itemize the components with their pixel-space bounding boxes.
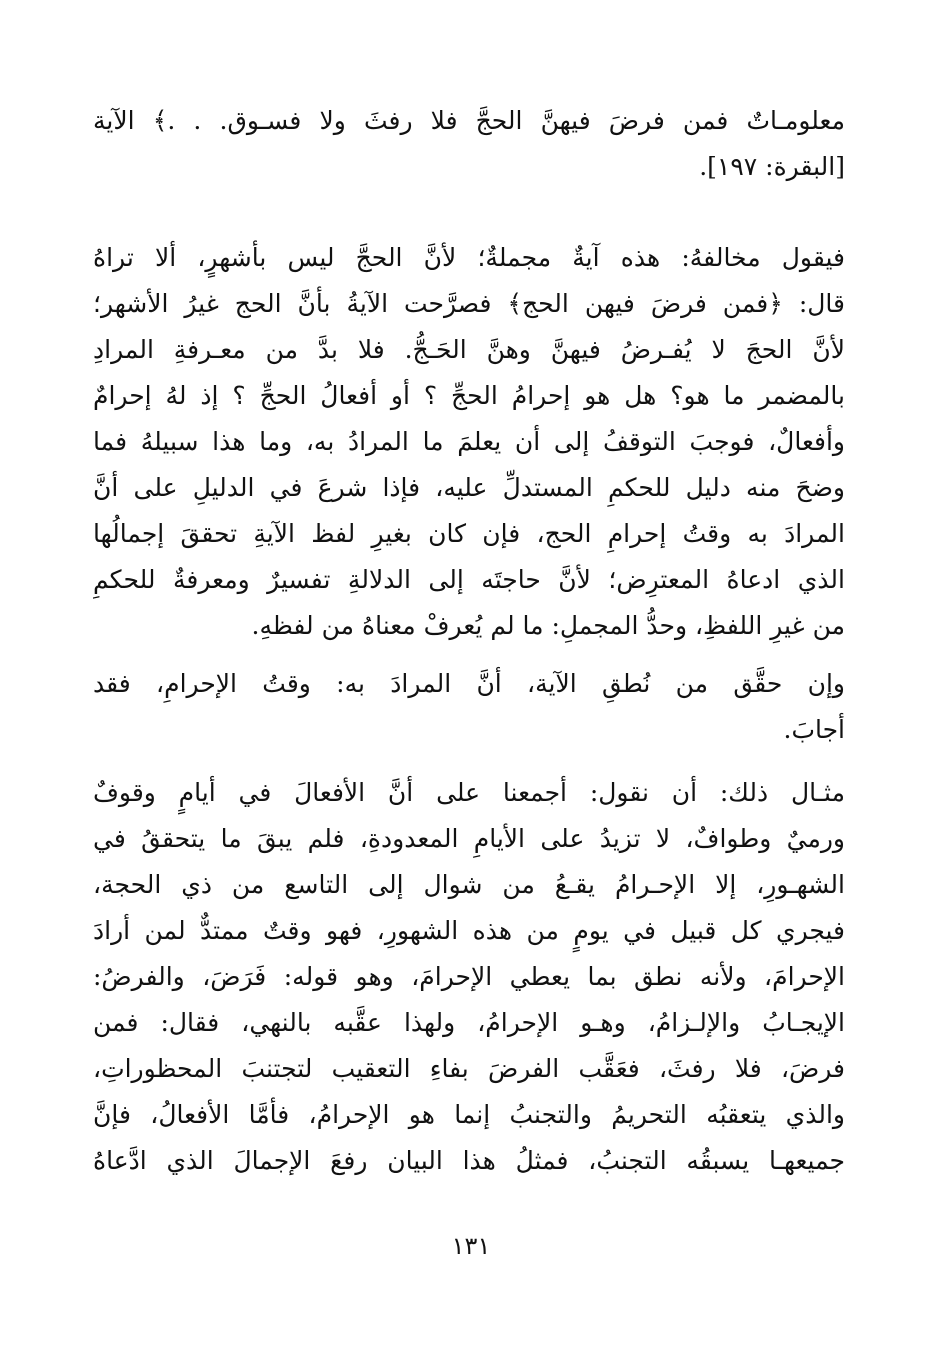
text-line: المرادَ به وقتُ إحرامِ الحج، فإن كان بغيرِ لفظ الآيةِ تحققَ إجمالُها	[93, 519, 845, 548]
text-line: أجابَ.	[783, 715, 845, 744]
text-line: قال: ﴿فمن فرضَ فيهن الحج﴾ فصرَّحت الآيةُ بأنَّ الحج غيرُ الأشهر؛	[93, 289, 845, 318]
text-line: فيجري كل قبيل في يومٍ من هذه الشهورِ، فهو وقتٌ ممتدٌّ لمن أرادَ	[93, 916, 845, 945]
text-line: [البقرة: ١٩٧].	[699, 152, 845, 181]
text-line: والذي يتعقبُه التحريمُ والتجنبُ إنما هو الإحرامُ، فأمَّا الأفعالُ، فإنَّ	[93, 1100, 845, 1129]
text-line: مثـال ذلك: أن نقول: أجمعنا على أنَّ الأفعالَ في أيامٍ وقوفٌ	[93, 778, 845, 807]
text-line: جميعهـا يسبقُه التجنبُ، فمثلُ هذا البيان رفعَ الإجمالَ الذي ادَّعاهُ	[93, 1146, 845, 1175]
paragraph-quran-citation	[93, 98, 845, 190]
text-line: من غيرِ اللفظِ، وحدُّ المجملِ: ما لم يُعرفْ معناهُ من لفظهِ.	[251, 611, 845, 640]
text-line: فرضَ، فلا رفثَ، فعَقَّب الفرضَ بفاءِ التعقيب لتجتنبَ المحظوراتِ،	[93, 1054, 845, 1083]
text-line: وضحَ منه دليل للحكمِ المستدلِّ عليه، فإذا شرعَ في الدليلِ على أنَّ	[93, 473, 845, 502]
text-line: فيقول مخالفهُ: هذه آيةٌ مجملةٌ؛ لأنَّ الحجَّ ليس بأشهرٍ، ألا تراهُ	[93, 243, 845, 272]
text-line: الشهـورِ، إلا الإحـرامُ يقـعُ من شوال إلى التاسع من ذي الحجة،	[93, 870, 845, 899]
text-line: الإحرامَ، ولأنه نطق بما يعطي الإحرامَ، وهو قوله: فَرَضَ، والفرضُ:	[93, 962, 845, 991]
text-line: وإن حقَّق من نُطقِ الآية، أنَّ المرادَ به: وقتُ الإحرامِ، فقد	[93, 669, 845, 698]
text-line: معلومـاتٌ فمن فرضَ فيهنَّ الحجَّ فلا رفثَ ولا فسـوق. . .﴾ الآية	[93, 106, 845, 135]
text-line: الإيجـابُ والإلـزامُ، وهـو الإحرامُ، ولهذا عقَّبه بالنهي، فقال: فمن	[93, 1008, 845, 1037]
paragraph-objection	[93, 235, 845, 649]
text-line: وأفعالٌ، فوجبَ التوقفُ إلى أن يعلمَ ما المرادُ به، وما هذا سبيلهُ فما	[93, 427, 845, 456]
text-line: بالمضمر ما هو؟ هل هو إحرامُ الحجِّ ؟ أو أفعالُ الحجِّ ؟ إذ لهُ إحرامٌ	[93, 381, 845, 410]
paragraph-example	[93, 770, 845, 1184]
page-number: ١٣١	[451, 1232, 491, 1260]
text-line: ورميٌ وطوافٌ، لا تزيدُ على الأيامِ المعدودةِ، فلم يبقَ ما يتحققُ في	[93, 824, 845, 853]
text-line: الذي ادعاهُ المعترِض؛ لأنَّ حاجتَه إلى الدلالةِ تفسيرٌ ومعرفةٌ للحكمِ	[93, 565, 845, 594]
text-line: لأنَّ الحجَ لا يُفـرضُ فيهنَّ وهنَّ الحَـجُّ. فلا بدَّ من معـرفةِ المرادِ	[93, 335, 845, 364]
paragraph-response	[93, 661, 845, 753]
